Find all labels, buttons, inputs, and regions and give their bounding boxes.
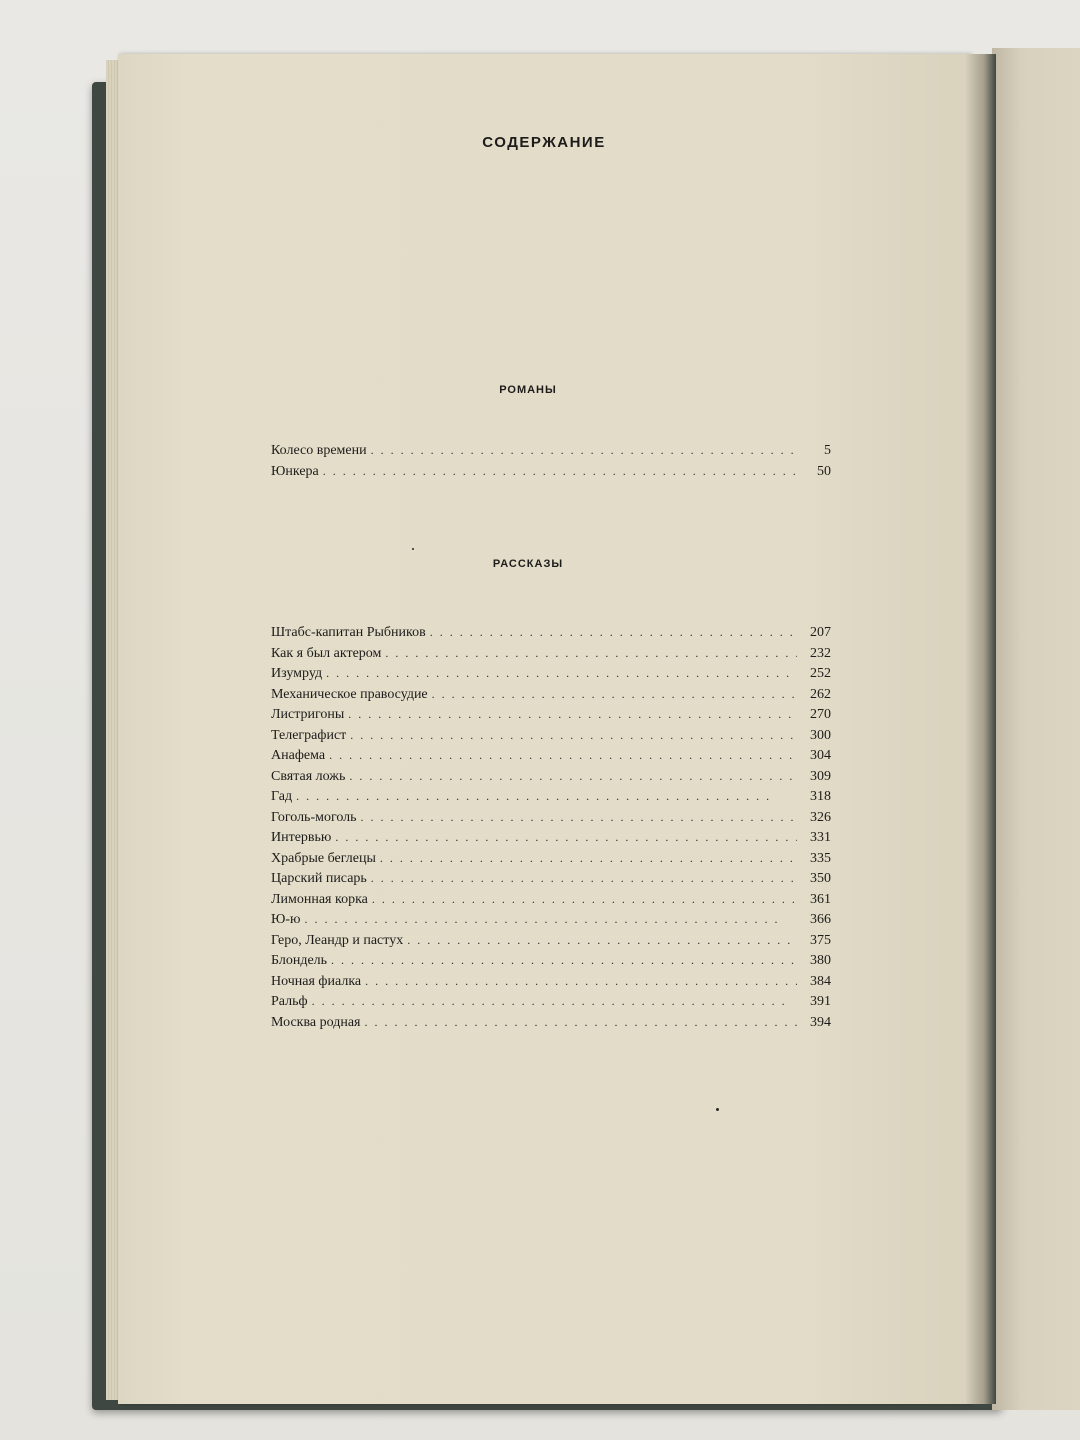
- entry-page-number: 304: [810, 748, 831, 763]
- dot-leader: [371, 868, 797, 889]
- dot-leader: [349, 766, 797, 787]
- toc-entry: [271, 1012, 831, 1033]
- entry-page-number: 326: [810, 809, 831, 825]
- dot-leader: [371, 440, 797, 461]
- toc-entry: [271, 868, 831, 889]
- entry-page-number: 318: [810, 789, 831, 804]
- entry-page-number: 300: [810, 727, 831, 743]
- toc-entry: [271, 461, 831, 482]
- dot-leader: [350, 725, 797, 746]
- entry-page-number: 50: [817, 463, 831, 479]
- entry-page-number: 252: [810, 666, 831, 681]
- entry-page-number: 361: [810, 891, 831, 907]
- toc-entry: [271, 950, 831, 971]
- entry-page-number: 270: [810, 707, 831, 722]
- dot-leader: [348, 704, 797, 725]
- toc-entry: [271, 684, 831, 705]
- entry-page-number: 207: [810, 625, 831, 640]
- toc-entry: [271, 807, 831, 828]
- entry-page-number: 262: [810, 686, 831, 702]
- entry-title: Храбрые беглецы: [271, 850, 376, 866]
- entry-page-number: 5: [824, 443, 831, 458]
- entry-page-number: 384: [810, 973, 831, 989]
- entry-page-number: 380: [810, 953, 831, 968]
- section-heading-novels: РОМАНЫ: [499, 384, 557, 396]
- dot-leader: [296, 786, 797, 807]
- entry-title: Ральф: [271, 994, 308, 1009]
- toc-entry: [271, 622, 831, 643]
- toc-entry: [271, 971, 831, 992]
- dot-leader: [372, 889, 797, 910]
- entry-page-number: 391: [810, 994, 831, 1009]
- dot-leader: [364, 1012, 797, 1033]
- entry-page-number: 335: [810, 850, 831, 866]
- dot-leader: [385, 643, 797, 664]
- dot-leader: [335, 827, 797, 848]
- entry-title: Анафема: [271, 748, 326, 763]
- toc-entry: [271, 766, 831, 787]
- dot-leader: [380, 848, 797, 869]
- dot-leader: [430, 622, 797, 643]
- dot-leader: [432, 684, 797, 705]
- toc-entry: [271, 745, 831, 766]
- book-gutter: [966, 54, 996, 1404]
- entry-title: Интервью: [271, 830, 332, 845]
- entry-title: Механическое правосудие: [271, 686, 428, 702]
- toc-entry: [271, 827, 831, 848]
- entry-title: Штабс-капитан Рыбников: [271, 625, 426, 640]
- entry-page-number: 309: [810, 768, 831, 784]
- entry-title: Колесо времени: [271, 443, 367, 458]
- entry-title: Геро, Леандр и пастух: [271, 932, 404, 948]
- toc-entry: [271, 663, 831, 684]
- entry-title: Лимонная корка: [271, 891, 368, 907]
- ink-speck: [716, 1108, 719, 1111]
- entry-page-number: 350: [810, 871, 831, 886]
- entry-title: Москва родная: [271, 1014, 361, 1030]
- entry-title: Листригоны: [271, 707, 345, 722]
- toc-entry: [271, 643, 831, 664]
- toc-entry: [271, 889, 831, 910]
- entry-title: Гад: [271, 789, 293, 804]
- entry-title: Святая ложь: [271, 768, 346, 784]
- dot-leader: [329, 745, 797, 766]
- toc-entry: [271, 909, 831, 930]
- entry-page-number: 366: [810, 912, 831, 927]
- page-title: СОДЕРЖАНИЕ: [482, 134, 606, 151]
- entry-title: Ю-ю: [271, 912, 301, 927]
- entry-page-number: 331: [810, 830, 831, 845]
- dot-leader: [312, 991, 797, 1012]
- dot-leader: [305, 909, 797, 930]
- section-heading-stories: РАССКАЗЫ: [492, 558, 564, 570]
- entry-page-number: 232: [810, 645, 831, 661]
- entry-title: Юнкера: [271, 463, 319, 479]
- entry-title: Царский писарь: [271, 871, 367, 886]
- facing-page: [992, 48, 1080, 1410]
- dot-leader: [326, 663, 797, 684]
- contents-page: [118, 54, 970, 1404]
- entry-page-number: 394: [810, 1014, 831, 1030]
- toc-entry: [271, 786, 831, 807]
- dot-leader: [361, 807, 797, 828]
- entry-title: Как я был актером: [271, 645, 382, 661]
- toc-entry: [271, 991, 831, 1012]
- dot-leader: [365, 971, 797, 992]
- ink-speck: [412, 548, 414, 550]
- toc-entry: [271, 704, 831, 725]
- entry-title: Блондель: [271, 953, 328, 968]
- toc-entry: [271, 725, 831, 746]
- table-of-contents: [118, 54, 970, 1404]
- entry-title: Телеграфист: [271, 727, 347, 743]
- toc-entry: [271, 848, 831, 869]
- dot-leader: [407, 930, 797, 951]
- entry-title: Гоголь-моголь: [271, 809, 357, 825]
- entries-stories: [271, 622, 831, 1032]
- toc-entry: [271, 930, 831, 951]
- entry-title: Изумруд: [271, 666, 323, 681]
- entries-novels: [271, 440, 831, 481]
- dot-leader: [323, 461, 797, 482]
- entry-page-number: 375: [810, 932, 831, 948]
- entry-title: Ночная фиалка: [271, 973, 362, 989]
- toc-entry: [271, 440, 831, 461]
- dot-leader: [331, 950, 797, 971]
